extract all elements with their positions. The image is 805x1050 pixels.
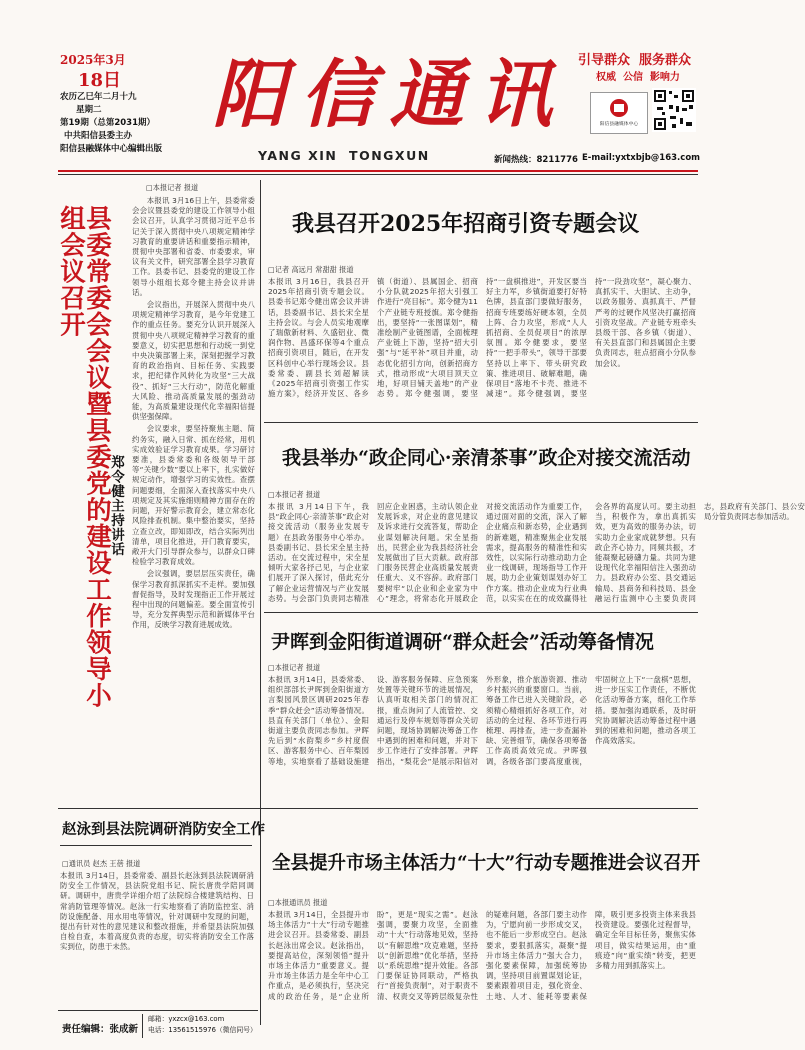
article4-title: 全县提升市场主体活力“十大”行动专题推进会议召开	[272, 853, 701, 874]
issue-number: 第19期（总第2031期）	[60, 118, 155, 128]
article4-byline: □本报通讯员 报道	[268, 898, 328, 907]
footer-phone: 电话：13561515976（微信同号）	[148, 1026, 257, 1034]
qr-code-icon	[652, 88, 696, 132]
lead-title: 县委常委会会议暨县委党的建设工作领导小组会议召开	[56, 205, 112, 709]
slogan-primary: 引导群众 服务群众	[578, 53, 692, 68]
masthead-rule-thin	[58, 174, 698, 175]
logo-caption: 阳信县融媒体中心	[599, 122, 639, 127]
article1-body	[268, 277, 696, 415]
article3-text: 本报讯 3月14日，县委常委、组织部部长尹晖到金阳街道方言梨园风景区调研2025年春季“群众赶会”活动筹备情况。县直有关部门（单位）、金阳街道主要负责同志参加。尹晖先后到“水韵梨乡”乡村度假区、游客服务中心、百年梨园等地，实地察看了基础设施建设、游客服务保障、应急预案处置等关键环节的进展情况，认真听取相关部门的情况汇报，重点询问了人流管控、交通运行及停车规划等群众关切问题，现场协调解决筹备工作中遇到的困难和问题，并对下步工作进行了安排部署。尹晖指出，“梨花会”是展示阳信对外形象，推介旅游资源、推动乡村振兴的重要窗口。当前，筹备工作已进入关键阶段，必须精心精细抓好各项工作，对活动的全过程、各环节进行再梳理、再排查，进一步查漏补缺、完善细节，确保各项筹备工作高质高效完成。尹晖强调，各级各部门要高度重视，牢固树立上下“一盘棋”思想，进一步压实工作责任，不断优化活动筹备方案，细化工作举措。要加强沟通联系，及时研究协调解决活动筹备过程中遇到的困难和问题，推动各项工作高效落实。	[268, 675, 696, 766]
column-divider	[260, 810, 261, 1025]
title-char: 讯	[477, 52, 552, 138]
column-divider	[260, 180, 261, 810]
weekday: 星期二	[76, 105, 102, 115]
article2-body	[268, 502, 805, 606]
article5-byline: □通讯员 赵杰 王蓓 报道	[62, 859, 141, 868]
paragraph: 会议强调，要层层压实责任，确保学习教育抓深抓实不走样。要加强督促指导，及时发现指正工作开展过程中出现的问题偏差。要全面宣传引导，充分发挥典型示范和新媒体平台作用，反映学习教育进展成效。	[132, 569, 255, 630]
lead-byline: □本报记者 报道	[146, 183, 199, 192]
lead-body	[132, 196, 255, 741]
footer-editor: 责任编辑：张成新	[62, 1024, 139, 1035]
article1-title: 我县召开2025年招商引资专题会议	[292, 211, 640, 237]
title-char: 通	[389, 52, 464, 138]
title-char: 阳	[212, 52, 286, 138]
title-char: 信	[300, 52, 375, 138]
article2-text: 本报讯 3月14日下午，我县“政企同心·亲清茶事”政企对接交流活动（服务业发展专题）在县政务服务中心举办。县委副书记、县长宋全星主持活动。在交流过程中，宋全星倾听大家各抒己见，与企业家们展开了深入探讨，借此充分了解企业运营情况与产业发展态势。与会部门负责同志精准回应企业困惑，主动认领企业发展诉求，对企业的意见建议及诉求进行交流答复，帮助企业谋划解决问题。宋全星指出，民营企业为我县经济社会发展做出了巨大贡献。政府部门服务民营企业高质量发展责任重大、义不容辞。政府部门要树牢“以企业和企业家为中心”理念，将常态化开展政企对接交流活动作为重要工作，通过面对面的交流，深入了解企业痛点和新态势，企业遇到的新难题，精准聚焦企业发展需求，提高服务的精准性和实效性，以实际行动推动助力企业一线调研，现场指导工作开展，助力企业策划谋划办好工作方案。推动企业成为行业典范，以实实在在的成效赢得社会各界的高度认可。要主动担当，积极作为，拿出真抓实效，更为高效的服务办法，切实助力企业家成就梦想。只有政企齐心协力，同频共振，才能凝聚起磅礴力量。共同为建设现代化幸福阳信注入强劲动力。县政府办公室、县交通运输局、县商务和科技局、县金融运行监测中心主要负责同志，县政府有关部门、县公安局分管负责同志参加活动。	[268, 502, 805, 603]
article4-text: 本报讯 3月14日，全县提升市场主体活力“十大”行动专题推进会议召开。县委常委、副县长赵泳出席会议。赵泳指出，要提高站位，深刻领悟“提升市场主体活力”重要意义。提升市场主体活力是全年中心工作重点，是必须执行，坚决完成的政治任务，是“企业所盼”，更是“现实之需”。赵泳强调，要聚力攻坚，全面推动“十大”行动落地见效，坚持以“有解思维”攻克难题，坚持以“创新思维”优化举措，坚持以“系统思维”提升效能。各部门要保证协同联动，严格执行“首接负责制”，对于职责不清、权责交叉等跨层级复杂性的疑难问题，各部门要主动作为，宁愿向前一步形成交叉，也不能后一步形成空白。赵泳要求，要狠抓落实，凝聚“提升市场主体活力”强大合力，强化要素保障，加强统筹协调，坚持项目前置谋划论证，要素跟着项目走，强化资金、土地、人才、能耗等要素保障，吸引更多投资主体来我县投资建设。要强化过程督导，确定全年目标任务，聚焦实体项目，做实结果运用，由“重痕迹”向“重实绩”转变，把更多精力用到抓落实上。	[268, 910, 696, 1001]
article1-text: 本报讯 3月16日，我县召开2025年招商引资专题会议。县委书记郑令健出席会议并讲话，县委副书记、县长宋全星主持会议。与会人员实地观摩了瑞傲新材料、久盛铝业、微润作物、昌盛环保等4个重点招商引资项目，随后，在开发区科创中心举行现场会议。县委常委、副县长刘超解读《2025年招商引资强工作实施方案》，经济开发区、各乡镇（街道）、县属国企、招商小分队就2025年招大引强工作进行“亮目标”。郑令健为11个产业链专班授旗。郑令健指出，要坚持“一张图谋划”，精准绘制产业链图谱，全面梳理产业链上下游，坚持“招大引强”与“延平补”项目并重，动态优化招引方向，创新招商方式，推动形成“大项目顶天立地，好项目铺天盖地”的产业态势。郑令健强调，要坚持“一盘棋推进”，开发区要当好主力军，乡镇街道要打好特色牌，县直部门要做好服务，招商专班要练好硬本领，全员上阵、合力攻坚，形成“人人抓招商、全员促项目”的浓厚氛围。郑令健要求，要坚持“一把手带头”，领导干部要坚持以上率下、带头研究政策、推进项目、破解难题，确保项目“落地不卡壳、推进不减速”。郑令健强调，要坚持“一段劲攻坚”，凝心聚力、真抓实干、大胆试、主动争，以政务服务、真抓真干、严督严考的过硬作风坚决打赢招商引资攻坚战。产业链专班牵头县级干部、各乡镇（街道）、有关县直部门和县属国企主要负责同志，驻点招商小分队参加会议。	[268, 277, 696, 399]
footer-email: 邮箱：yxzcx@163.com	[148, 1015, 225, 1023]
lead-author-text: 郑令健主持讲话	[108, 455, 124, 557]
article3-title: 尹晖到金阳街道调研“群众赶会”活动筹备情况	[271, 631, 654, 653]
article2-byline: □本报记者 报道	[268, 490, 321, 499]
masthead-email: E-mail:yxtxbjb@163.com	[582, 153, 701, 163]
footer-rule	[58, 1010, 258, 1011]
paragraph: 本报讯 3月16日上午，县委常委会会议暨县委党的建设工作领导小组会议召开，认真学习贯彻习近平总书记关于深入贯彻中央八项规定精神学习教育的重要讲话和重要指示精神，贯彻中央部署和省委、市委要求，审议有关文件，研究部署全县学习教育工作。县委书记、县委党的建设工作领导小组组长郑令健主持会议并讲话。	[132, 196, 255, 297]
article5-body	[60, 871, 254, 1007]
news-hotline: 新闻热线：8211776	[494, 155, 578, 165]
paragraph: 会议要求，要坚持聚焦主题、简约务实，融入日常、抓在经常，用机实成效验证学习教育成果。学习研讨要准，县委常委和各级领导干部等“关键少数”要以上率下，扎实做好规定动作，增强学习的实效性。查摆问题要细，全面深入查找落实中央八项规定及其实施细则精神方面存在的问题，开好警示教育会，建立常态化风险排查机制。集中整治要实，坚持立查立改，即知即改，结合实际列出清单，项目化推进，开门教育要实，敞开大门引导群众参与，以群众口碑检验学习教育成效。	[132, 424, 255, 567]
slogan-secondary: 权威 公信 影响力	[596, 72, 680, 83]
section-divider	[58, 808, 698, 809]
article5-title-rule	[60, 845, 252, 846]
footer-separator	[142, 1014, 143, 1038]
paragraph: 会议指出，开展深入贯彻中央八项规定精神学习教育，是今年党建工作的重点任务。要充分认识开展深入贯彻中央八项规定精神学习教育的重要意义，切实把思想和行动统一到党中央决策部署上来，深刻把握学习教育的政治指向、目标任务、实践要求，把纪律作风转化为攻坚“三大战役”、抓好“三大行动”，防范化解重大风险、推动高质量发展的强劲动能，为高质量建设现代化幸福阳信提供坚强保障。	[132, 300, 255, 422]
sponsor: 中共阳信县委主办	[64, 131, 133, 141]
article3-body	[268, 675, 696, 787]
section-divider	[264, 422, 698, 423]
article1-byline: □记者 高远月 常甜甜 报道	[268, 265, 354, 274]
masthead-rule	[58, 170, 698, 172]
section-divider	[264, 612, 698, 613]
newspaper-title	[212, 45, 552, 145]
article5-title: 赵泳到县法院调研消防安全工作	[62, 821, 265, 838]
lunar-date: 农历乙巳年二月十九	[60, 92, 137, 102]
masthead	[0, 0, 735, 185]
editor-unit: 阳信县融媒体中心编辑出版	[60, 144, 163, 154]
article5-text: 本报讯 3月14日，县委常委、副县长赵泳到县法院调研消防安全工作情况，县法院党组书记、院长唐贵学陪同调研。调研中，唐贵学详细介绍了法院综合楼建筑结构、日常消防管理等情况。赵泳一行实地察看了消防监控室、消防设施配备、用水用电等情况，针对调研中发现的问题，提出有针对性的意见建议和整改措施，并希望县法院加强自检自查，本着高度负责的态度，切实将消防安全工作落实到位，防患于未然。	[60, 871, 254, 952]
lead-headline	[58, 205, 110, 725]
date-year-month: 2025年3月	[60, 53, 126, 67]
article2-title: 我县举办“政企同心·亲清茶事”政企对接交流活动	[282, 447, 691, 469]
article4-body	[268, 910, 696, 1028]
date-day: 18日	[78, 70, 122, 91]
media-center-logo	[590, 92, 648, 134]
article3-byline: □本报记者 报道	[268, 663, 321, 672]
title-pinyin: YANG XIN TONGXUN	[258, 148, 430, 163]
